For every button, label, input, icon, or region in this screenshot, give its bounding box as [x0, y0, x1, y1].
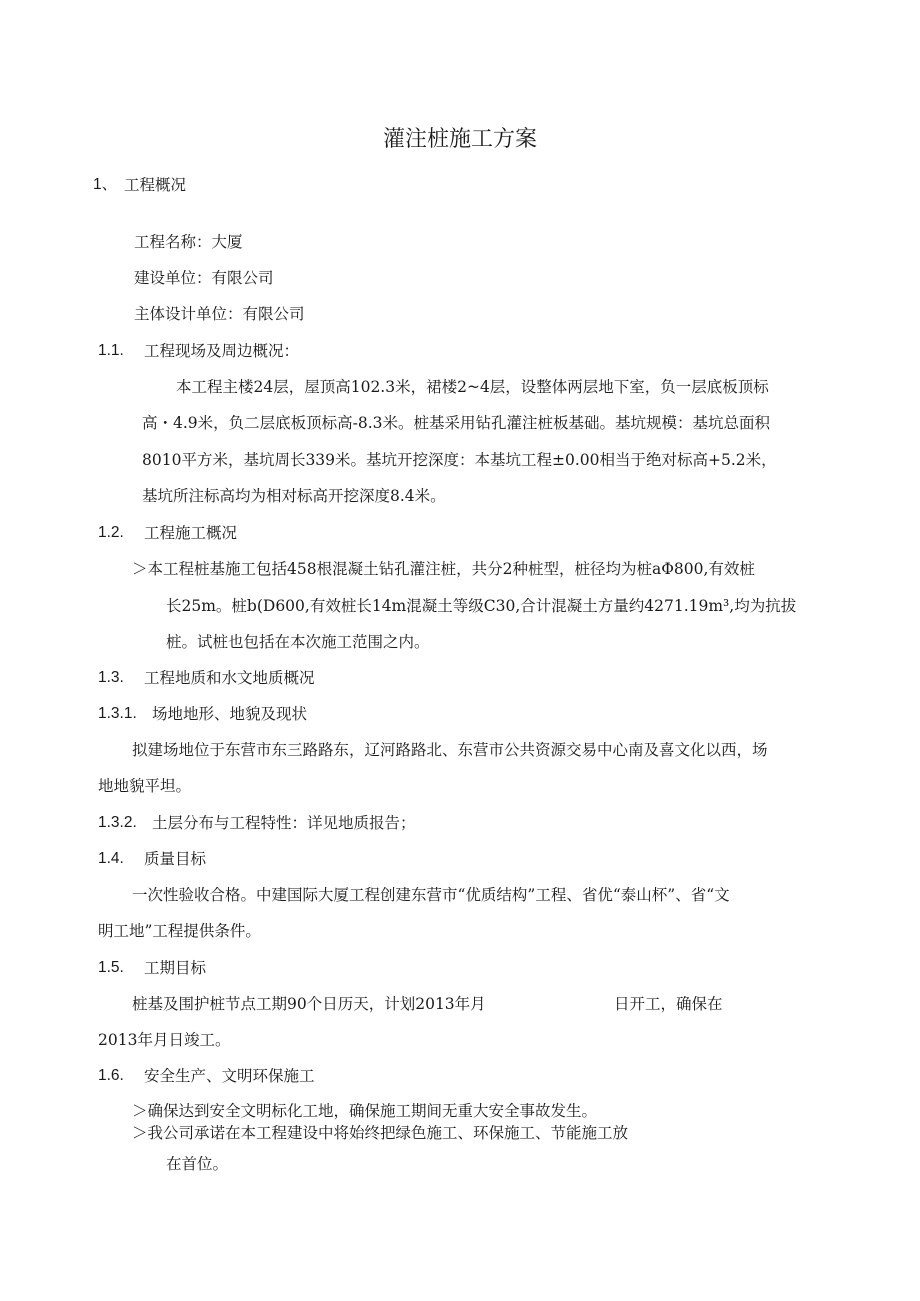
project-name: 工程名称：大厦: [134, 233, 243, 251]
section-1-2-number: 1.2.: [98, 524, 124, 541]
section-1-5-heading: 工期目标: [144, 959, 207, 977]
paragraph-line: 一次性验收合格。中建国际大厦工程创建东营市“优质结构”工程、省优“泰山杯”、省“文: [132, 886, 730, 904]
design-unit: 主体设计单位：有限公司: [134, 305, 305, 323]
section-1-3-1-heading: 场地地形、地貌及现状: [152, 705, 308, 723]
paragraph-line: 地地貌平坦。: [98, 777, 192, 795]
paragraph-line: 本工程主楼24层，屋顶高102.3米，裙楼2~4层，设整体两层地下室，负一层底板顶标: [176, 378, 769, 396]
builder-unit: 建设单位：有限公司: [134, 269, 274, 287]
section-1-4-heading: 质量目标: [144, 850, 207, 868]
paragraph-line: 长25m。桩b(D600,有效桩长14m混凝土等级C30,合计混凝土方量约4271.19m³,均为抗拔: [166, 597, 797, 615]
section-1-2-heading: 工程施工概况: [144, 524, 238, 542]
section-1-5-number: 1.5.: [98, 959, 124, 976]
paragraph-line: 8010平方米，基坑周长339米。基坑开挖深度：本基坑工程±0.00相当于绝对标高+5.2米，: [142, 451, 777, 469]
section-1-3-heading: 工程地质和水文地质概况: [144, 669, 315, 687]
document-title: 灌注桩施工方案: [382, 127, 537, 152]
paragraph-line: 明工地”工程提供条件。: [98, 922, 261, 940]
section-1-3-2-heading: 土层分布与工程特性：详见地质报告；: [152, 814, 416, 832]
section-1-4-number: 1.4.: [98, 850, 124, 867]
paragraph-line: ＞我公司承诺在本工程建设中将始终把绿色施工、环保施工、节能施工放: [132, 1124, 629, 1142]
paragraph-line: 日开工，确保在: [614, 995, 723, 1013]
section-1-3-1-number: 1.3.1.: [98, 705, 137, 722]
paragraph-line: 在首位。: [166, 1155, 229, 1173]
section-1-1-heading: 工程现场及周边概况：: [144, 342, 300, 360]
paragraph-line: ＞本工程桩基施工包括458根混凝土钻孔灌注桩，共分2种桩型，桩径均为桩aΦ800,有效桩: [132, 560, 755, 578]
section-1-heading: 工程概况: [124, 176, 187, 194]
section-1-number: 1、: [93, 176, 118, 193]
paragraph-line: 2013年月日竣工。: [98, 1031, 231, 1049]
section-1-6-heading: 安全生产、文明环保施工: [144, 1067, 315, 1085]
section-1-6-number: 1.6.: [98, 1067, 124, 1084]
paragraph-line: 基坑所注标高均为相对标高开挖深度8.4米。: [142, 487, 446, 505]
paragraph-line: 桩。试桩也包括在本次施工范围之内。: [166, 633, 430, 651]
paragraph-line: 拟建场地位于东营市东三路路东，辽河路路北、东营市公共资源交易中心南及喜文化以西，场: [132, 741, 768, 759]
section-1-3-2-number: 1.3.2.: [98, 814, 137, 831]
section-1-3-number: 1.3.: [98, 669, 124, 686]
section-1-1-number: 1.1.: [98, 342, 124, 359]
paragraph-line: 桩基及围护桩节点工期90个日历天，计划2013年月: [132, 995, 486, 1013]
paragraph-line: ＞确保达到安全文明标化工地，确保施工期间无重大安全事故发生。: [132, 1102, 598, 1120]
paragraph-line: 高・4.9米，负二层底板顶标高-8.3米。桩基采用钻孔灌注桩板基础。基坑规模：基坑总面积: [142, 414, 771, 432]
